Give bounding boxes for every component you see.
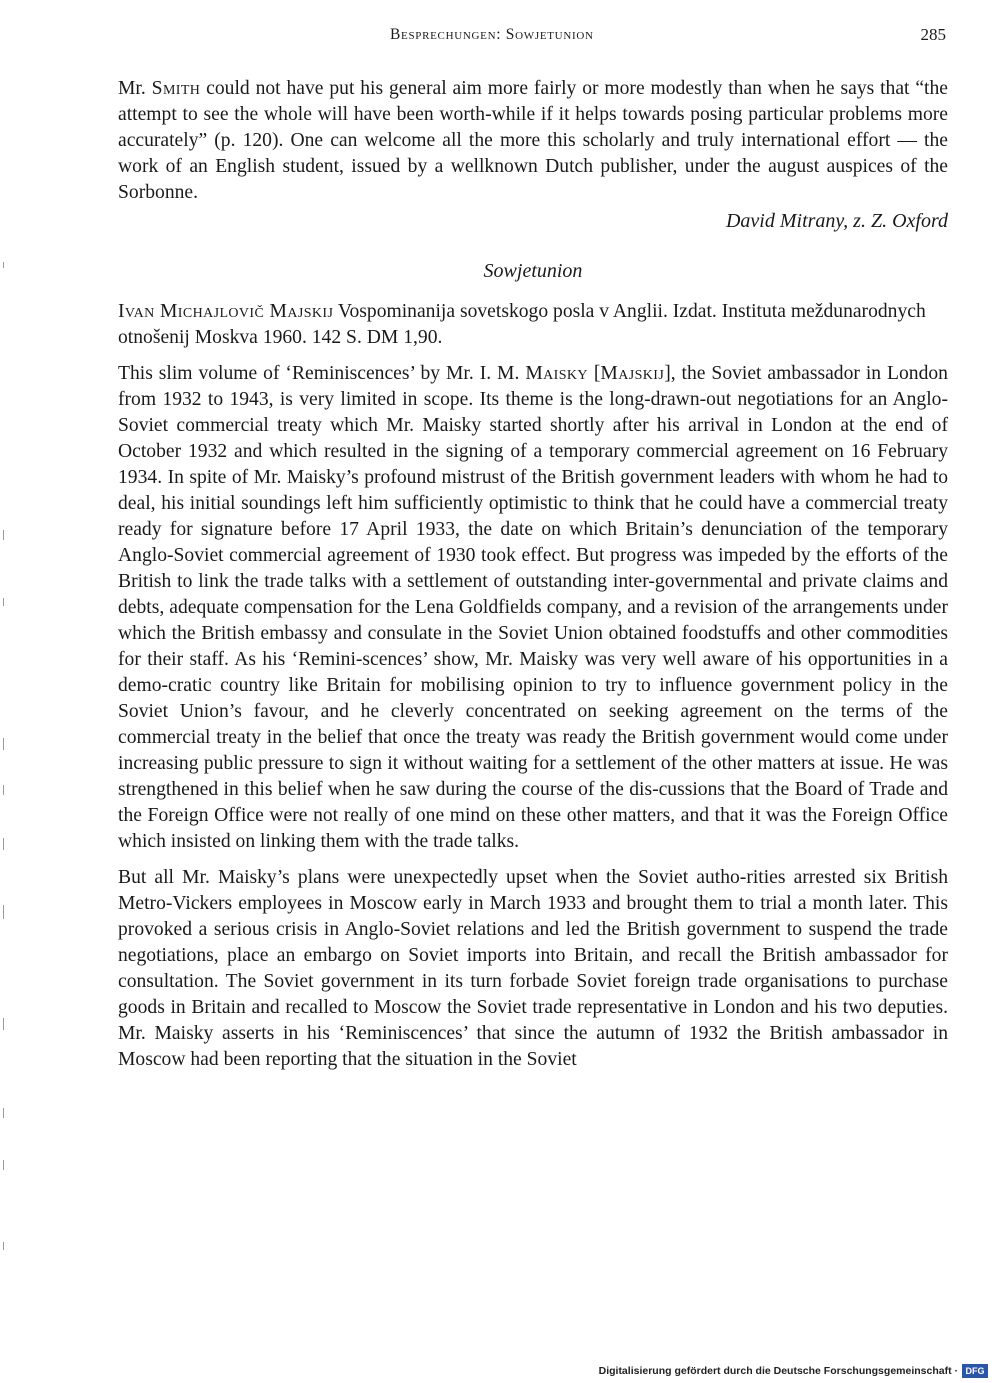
scan-mark [3,1108,4,1118]
book-author: Ivan Michajlovič Majskij [118,301,334,322]
scan-edge-marks [0,0,14,1383]
text-fragment: could not have put his general aim more fairly or more modestly than when he says that “the attempt to see the whole will have been worth-while if it helps towards posing particular problems more accurately” (p. 120). One can welcome all the more this scholarly and truly international effort — the work of an English student, issued by a wellknown Dutch publisher, under the august auspices of the Sorbonne. [118,78,948,203]
text-fragment: This slim volume of ‘Reminiscences’ by Mr. I. M. [118,363,526,384]
scan-mark [3,598,4,606]
scan-mark [3,1018,4,1030]
scan-mark [3,530,4,540]
dfg-logo: DFG [962,1364,988,1378]
book-details: Vospominanija sovetskogo posla v Anglii. Izdat. Instituta meždunarodnych otnošenij Moskva 1960. 142 S. DM 1,90. [118,301,926,348]
text-fragment: Mr. [118,78,152,99]
page-content [118,26,948,1073]
scan-mark [3,1160,4,1170]
name-smallcaps: Majskij [600,363,665,384]
bibliographic-entry [118,299,948,351]
scan-mark [3,262,4,268]
digitization-funding-note: Digitalisierung gefördert durch die Deutsche Forschungsgemeinschaft · [598,1365,958,1377]
text-fragment: [ [587,363,601,384]
text-fragment: ], the Soviet ambassador in London from 1932 to 1943, is very limited in scope. Its theme is the long-drawn-out negotiations for an Anglo-Soviet commercial treaty which Mr. Maisky started shortly after his arrival in London at the end of October 1932 and which resulted in the signing of a temporary commercial agreement on 16 February 1934. In spite of Mr. Maisky’s profound mistrust of the British government leaders with whom he had to deal, his initial soundings left him sufficiently optimistic to think that he could have a commercial treaty ready for signature before 17 April 1933, the date on which Britain’s denunciation of the temporary Anglo-Soviet commercial agreement of 1930 took effect. But progress was impeded by the efforts of the British to link the trade talks with a settlement of outstanding inter-governmental and private claims and debts, adequate compensation for the Lena Goldfields company, and a revision of the arrangements under which the British embassy and consulate in the Soviet Union obtained foodstuffs and other commodities for their staff. As his ‘Remini-scences’ show, Mr. Maisky was very well aware of his opportunities in a demo-cratic country like Britain for mobilising opinion to try to influence government policy in the Soviet Union’s favour, and he cleverly concentrated on seeking agreement on the terms of the commercial treaty in the belief that once the treaty was ready the British government would come under increasing public pressure to sign it without waiting for a settlement of the other matters at issue. He was strengthened in this belief when he saw during the course of the dis-cussions that the Board of Trade and the Foreign Office were not really of one mind on these other matters, and that it was the Foreign Office which insisted on linking them with the trade talks. [118,363,948,852]
section-heading: Sowjetunion [483,260,583,282]
page-header [118,26,948,56]
reviewer-signature: David Mitrany, z. Z. Oxford [725,210,948,232]
scan-mark [3,785,4,795]
name-smallcaps: Maisky [525,363,588,384]
scan-mark [3,905,4,919]
scan-mark [3,838,4,850]
author-name-smallcaps: Smith [151,78,201,99]
page-number: 285 [920,25,946,44]
scan-mark [3,738,4,750]
review-paragraph-2: But all Mr. Maisky’s plans were unexpectedly upset when the Soviet autho-rities arrested six British Metro-Vickers employees in Moscow early in March 1933 and brought them to trial a month later. This provoked a serious crisis in Anglo-Soviet relations and led the British government to suspend the trade negotiations, place an embargo on Soviet imports into Britain, and recall the British ambassador for consultation. The Soviet government in its turn forbade Soviet foreign trade organisations to purchase goods in Britain and recalled to Moscow the Soviet trade representative in London and his two deputies. Mr. Maisky asserts in his ‘Reminiscences’ that since the autumn of 1932 the British ambassador in Moscow had been reporting that the situation in the Soviet [118,867,948,1070]
review-conclusion-paragraph [118,76,948,206]
running-head: Besprechungen: Sowjetunion [390,26,594,43]
review-paragraph-1 [118,361,948,855]
scan-mark [3,1242,4,1250]
